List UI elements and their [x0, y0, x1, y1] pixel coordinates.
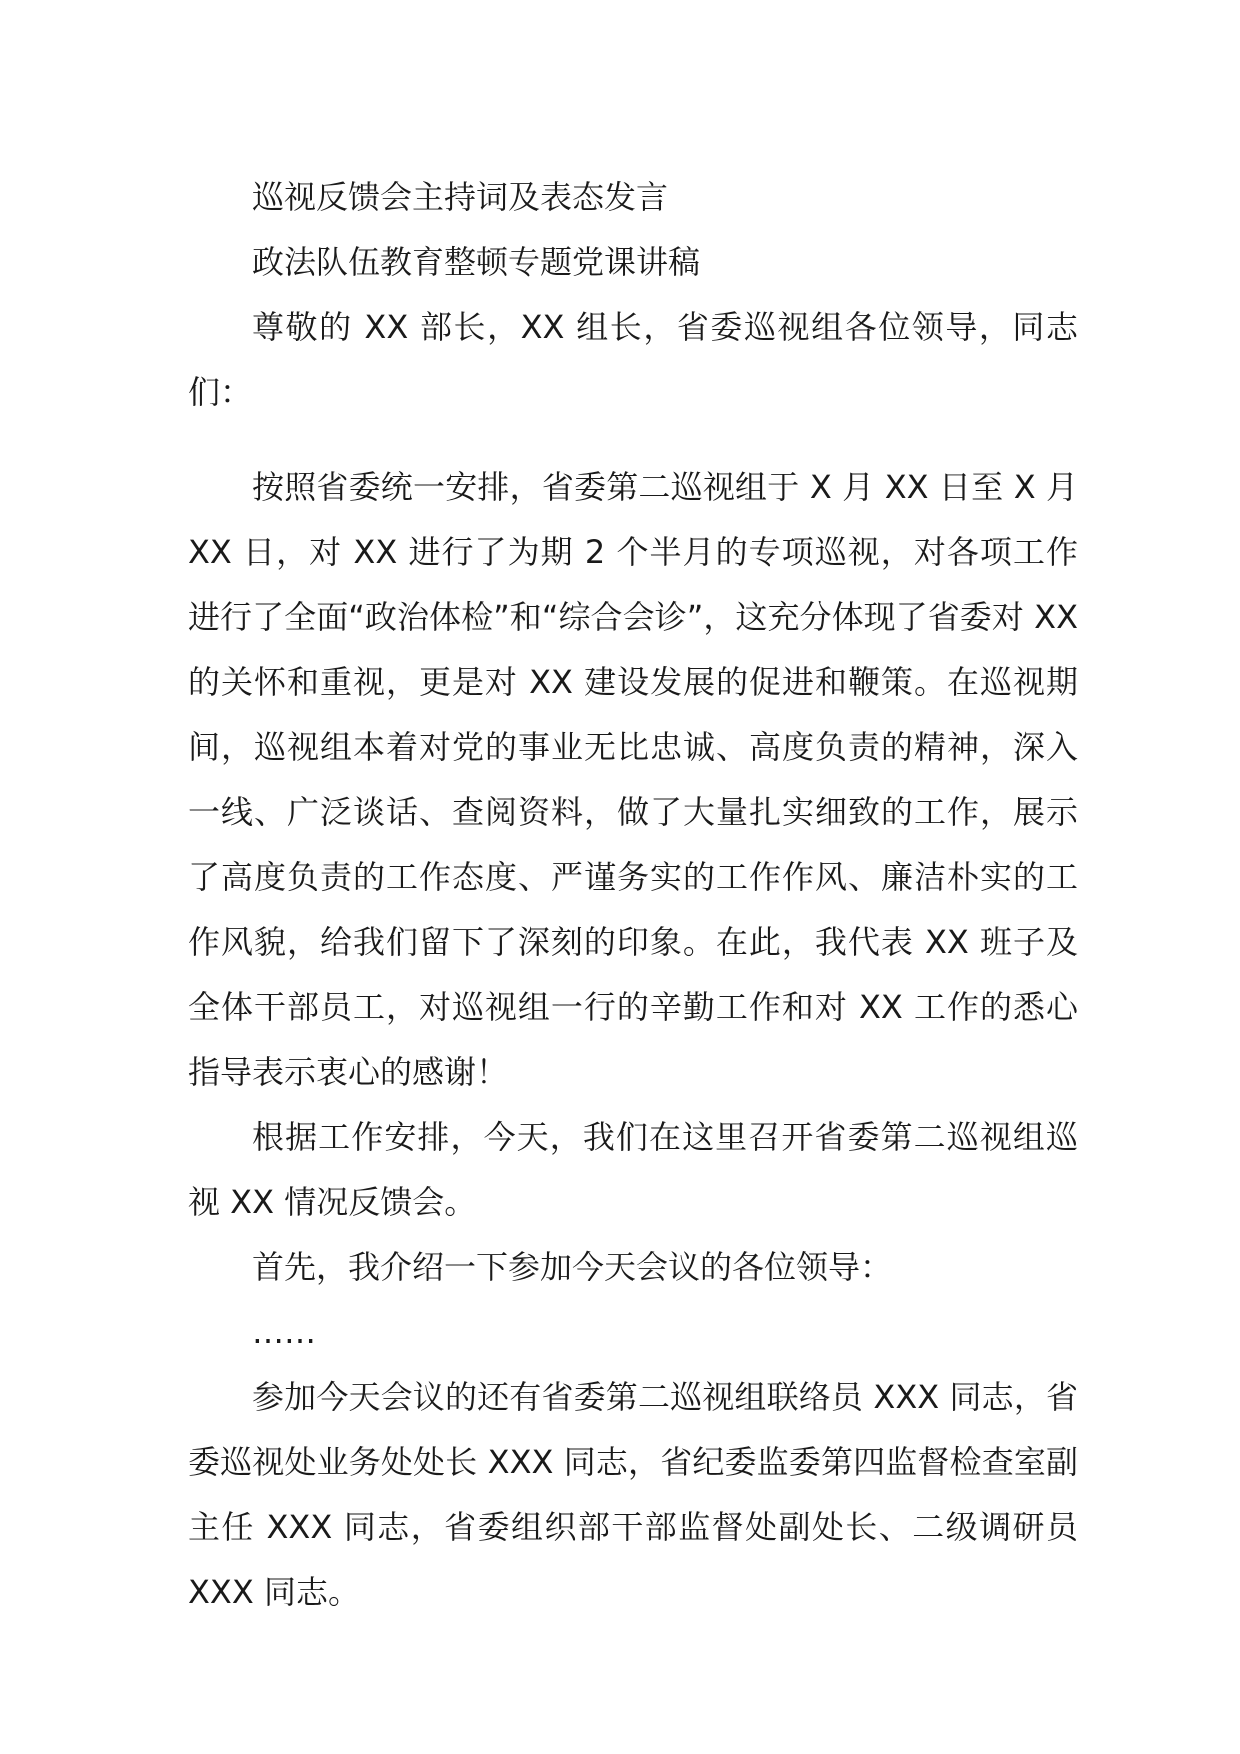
- paragraph-intro: 按照省委统一安排，省委第二巡视组于 X 月 XX 日至 X 月 XX 日，对 XX 进行了为期 2 个半月的专项巡视，对各项工作进行了全面“政治体检”和“综合会诊”，这充分体现了省委对 XX 的关怀和重视，更是对 XX 建设发展的促进和鞭策。在巡视期间，巡视组本着对党的事业无比忠诚、高度负责的精神，深入一线、广泛谈话、查阅资料，做了大量扎实细致的工作，展示了高度负责的工作态度、严谨务实的工作作风、廉洁朴实的工作风貌，给我们留下了深刻的印象。在此，我代表 XX 班子及全体干部员工，对巡视组一行的辛勤工作和对 XX 工作的悉心指导表示衷心的感谢！: [188, 468, 1078, 1091]
- paragraph-meeting: 根据工作安排，今天，我们在这里召开省委第二巡视组巡视 XX 情况反馈会。: [188, 1118, 1078, 1221]
- title-line-2: 政法队伍教育整顿专题党课讲稿: [252, 243, 701, 281]
- title-line-1: 巡视反馈会主持词及表态发言: [252, 178, 669, 216]
- salutation: 尊敬的 XX 部长，XX 组长，省委巡视组各位领导，同志们：: [188, 308, 1078, 411]
- paragraph-ellipsis: ……: [252, 1313, 316, 1351]
- paragraph-attendees: 参加今天会议的还有省委第二巡视组联络员 XXX 同志，省委巡视处业务处处长 XXX 同志，省纪委监委第四监督检查室副主任 XXX 同志，省委组织部干部监督处副处长、二级调研员 XXX 同志。: [188, 1378, 1078, 1611]
- document-body: [188, 165, 1078, 1625]
- paragraph-introduce-leaders: 首先，我介绍一下参加今天会议的各位领导：: [252, 1248, 893, 1286]
